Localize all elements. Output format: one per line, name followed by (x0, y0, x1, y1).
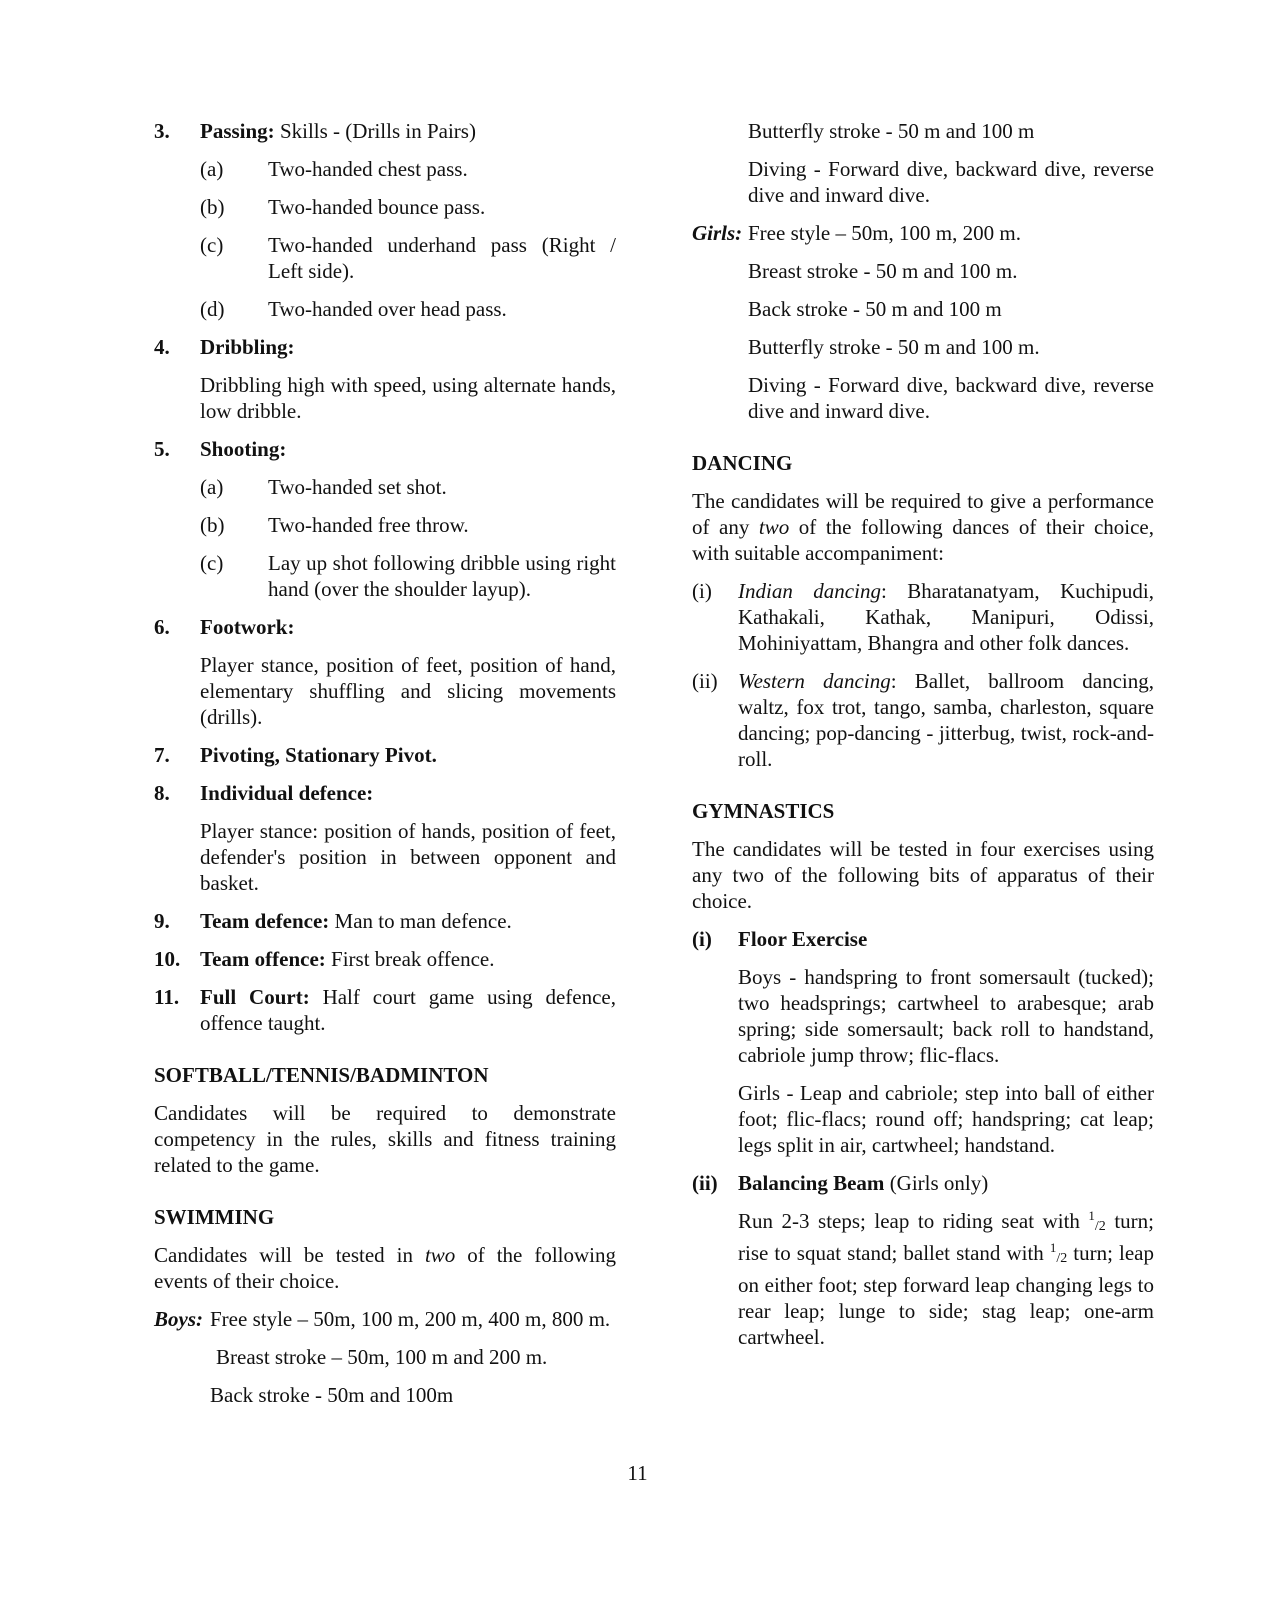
sub-label: (c) (200, 233, 224, 257)
item-team-offence (154, 946, 616, 972)
item-title: Balancing Beam (738, 1171, 885, 1195)
right-column (692, 118, 1154, 1362)
item-shooting (154, 436, 616, 462)
floor-boys-paragraph: Boys - handspring to front somersault (tucked); two headsprings; cartwheel to arabesque; arab spring; side somersault; back roll to handstand, cabriole jump throw; flic-flacs. (738, 965, 1154, 1067)
sub-item (154, 156, 616, 182)
item-title: Dribbling: (200, 335, 295, 359)
text-run: turn; rise to squat stand; ballet stand with (738, 1209, 1154, 1265)
fraction-denominator: /2 (1094, 1219, 1106, 1234)
item-text: Half court game using defence, offence taught. (200, 985, 616, 1035)
item-team-defence (154, 908, 616, 934)
sub-text: Two-handed underhand pass (Right / Left side). (268, 233, 616, 283)
fraction-numerator: 1 (1088, 1208, 1095, 1223)
text-run: of the following events of their choice. (154, 1243, 617, 1293)
item-pivoting (154, 742, 616, 768)
section-heading-softball: SOFTBALL/TENNIS/BADMINTON (154, 1063, 489, 1087)
sub-text: Two-handed free throw. (268, 513, 469, 537)
item-paragraph: Player stance: position of hands, position of feet, defender's position in between opponent and basket. (200, 819, 616, 895)
sub-item (154, 194, 616, 220)
event-text: Free style – 50m, 100 m, 200 m. (748, 221, 1021, 245)
item-number: 5. (154, 437, 170, 461)
item-number: 10. (154, 947, 181, 971)
item-title: Footwork: (200, 615, 295, 639)
item-title: Indian dancing (738, 579, 881, 603)
girls-butterfly-stroke: Butterfly stroke - 50 m and 100 m. (748, 335, 1040, 359)
item-individual-defence (154, 780, 616, 806)
balancing-beam-heading (692, 1170, 1154, 1196)
western-dancing-item (692, 668, 1154, 772)
item-dribbling (154, 334, 616, 360)
item-label: (ii) (692, 669, 718, 693)
section-paragraph (154, 1242, 616, 1294)
item-label: (i) (692, 927, 712, 951)
boys-back-stroke: Back stroke - 50m and 100m (210, 1383, 454, 1407)
item-title: Pivoting, Stationary Pivot. (200, 743, 437, 767)
item-title: Western dancing (738, 669, 891, 693)
item-title: Shooting: (200, 437, 287, 461)
sub-text: Two-handed bounce pass. (268, 195, 486, 219)
left-column (154, 118, 616, 1420)
sub-item (154, 550, 616, 602)
girls-diving: Diving - Forward dive, backward dive, reverse dive and inward dive. (748, 373, 1154, 423)
boys-free-style (154, 1306, 616, 1332)
item-title: Passing: (200, 119, 275, 143)
item-number: 6. (154, 615, 170, 639)
sub-item (154, 232, 616, 284)
item-number: 11. (154, 985, 180, 1009)
girls-breast-stroke: Breast stroke - 50 m and 100 m. (748, 259, 1018, 283)
sub-text: Two-handed chest pass. (268, 157, 468, 181)
sub-label: (c) (200, 551, 224, 575)
sub-label: (b) (200, 195, 225, 219)
sub-text: Two-handed over head pass. (268, 297, 507, 321)
fraction-denominator: /2 (1056, 1251, 1068, 1266)
section-heading-dancing: DANCING (692, 451, 793, 475)
sub-item (154, 512, 616, 538)
gender-label: Girls: (692, 221, 743, 245)
section-heading-gymnastics: GYMNASTICS (692, 799, 835, 823)
section-heading-swimming: SWIMMING (154, 1205, 275, 1229)
text-run: turn; leap on either foot; step forward leap changing legs to rear leap; lunge to side; stag leap; one-arm cartwheel. (738, 1241, 1155, 1349)
item-number: 9. (154, 909, 170, 933)
item-footwork (154, 614, 616, 640)
fraction-numerator: 1 (1049, 1240, 1057, 1255)
item-paragraph: Player stance, position of feet, position of hand, elementary shuffling and slicing movements (drills). (200, 653, 616, 729)
section-paragraph (692, 488, 1154, 566)
gender-label: Boys: (154, 1307, 203, 1331)
balancing-beam-paragraph (692, 1208, 1154, 1350)
text-run: Candidates will be tested in (154, 1243, 425, 1267)
text-run: The candidates will be required to give a performance of any (692, 489, 1154, 539)
section-paragraph: Candidates will be required to demonstrate competency in the rules, skills and fitness training related to the game. (154, 1101, 616, 1177)
sub-label: (b) (200, 513, 225, 537)
item-title: Individual defence: (200, 781, 374, 805)
item-number: 4. (154, 335, 170, 359)
boys-diving: Diving - Forward dive, backward dive, reverse dive and inward dive. (748, 157, 1154, 207)
text-run: of the following dances of their choice, with suitable accompaniment: (692, 515, 1154, 565)
sub-label: (a) (200, 475, 224, 499)
item-text: : Ballet, ballroom dancing, waltz, fox trot, tango, samba, charleston, square dancing; pop-dancing - jitterbug, twist, rock-and-roll. (738, 669, 1155, 771)
item-text: Skills - (Drills in Pairs) (274, 119, 476, 143)
indian-dancing-item (692, 578, 1154, 656)
floor-girls-paragraph: Girls - Leap and cabriole; step into ball of either foot; flic-flacs; round off; handspring; cat leap; legs split in air, cartwheel; handstand. (738, 1081, 1154, 1157)
sub-label: (a) (200, 157, 224, 181)
item-note: (Girls only) (884, 1171, 989, 1195)
item-passing (154, 118, 616, 144)
sub-item (154, 296, 616, 322)
item-title: Full Court: (200, 985, 310, 1009)
event-text: Free style – 50m, 100 m, 200 m, 400 m, 800 m. (210, 1307, 611, 1331)
item-title: Team offence: (200, 947, 326, 971)
boys-butterfly-stroke: Butterfly stroke - 50 m and 100 m (748, 119, 1035, 143)
item-paragraph: Dribbling high with speed, using alternate hands, low dribble. (200, 373, 616, 423)
emphasis-text: two (758, 515, 790, 539)
item-full-court (154, 984, 616, 1036)
floor-exercise-heading (692, 926, 1154, 952)
item-number: 8. (154, 781, 170, 805)
boys-breast-stroke: Breast stroke – 50m, 100 m and 200 m. (216, 1345, 548, 1369)
item-text: Man to man defence. (329, 909, 512, 933)
item-text: First break offence. (325, 947, 495, 971)
item-number: 3. (154, 119, 170, 143)
item-title: Floor Exercise (738, 927, 868, 951)
girls-back-stroke: Back stroke - 50 m and 100 m (748, 297, 1002, 321)
emphasis-text: two (424, 1243, 456, 1267)
sub-item (154, 474, 616, 500)
item-label: (ii) (692, 1171, 718, 1195)
sub-text: Two-handed set shot. (268, 475, 447, 499)
item-label: (i) (692, 579, 712, 603)
item-number: 7. (154, 743, 170, 767)
item-text: : Bharatanatyam, Kuchipudi, Kathakali, Kathak, Manipuri, Odissi, Mohiniyattam, Bhangra and other folk dances. (738, 579, 1154, 655)
text-run: Run 2-3 steps; leap to riding seat with (738, 1209, 1089, 1233)
section-paragraph: The candidates will be tested in four exercises using any two of the following bits of apparatus of their choice. (692, 837, 1154, 913)
girls-free-style (692, 220, 1154, 246)
sub-text: Lay up shot following dribble using right hand (over the shoulder layup). (268, 551, 616, 601)
sub-label: (d) (200, 297, 225, 321)
page-number: 11 (627, 1461, 648, 1485)
item-title: Team defence: (200, 909, 330, 933)
